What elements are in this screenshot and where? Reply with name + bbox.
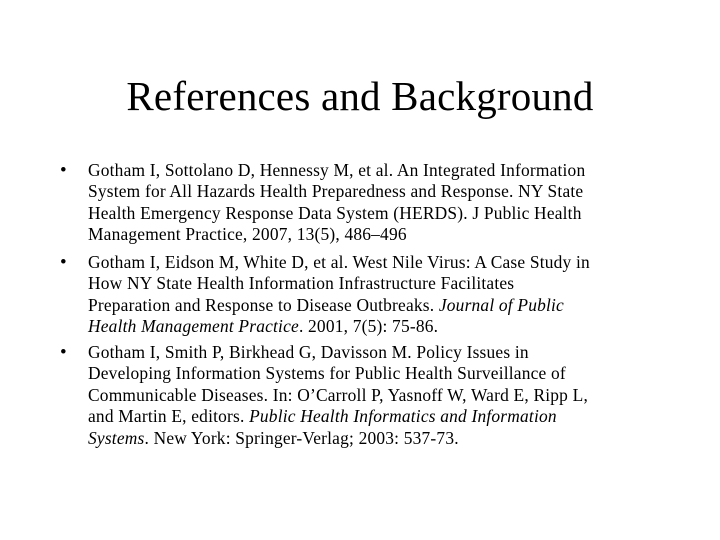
journal-title-italic: Health Management Practice bbox=[88, 316, 299, 337]
reference-text: Communicable Diseases. In: O’Carroll P, Yasnoff W, Ward E, Ripp L, bbox=[88, 384, 588, 405]
reference-line bbox=[88, 203, 668, 224]
reference-item bbox=[60, 342, 668, 449]
reference-line bbox=[88, 385, 668, 406]
book-title-italic: Systems bbox=[88, 427, 145, 448]
reference-line bbox=[88, 224, 668, 245]
reference-text: Gotham I, Sottolano D, Hennessy M, et al. An Integrated Information bbox=[88, 160, 586, 180]
reference-text: Preparation and Response to Disease Outbreaks. bbox=[88, 294, 439, 315]
reference-line bbox=[88, 363, 668, 384]
bullet-icon: • bbox=[60, 342, 67, 363]
reference-text: Management Practice, 2007, 13(5), 486–496 bbox=[88, 224, 407, 245]
reference-line bbox=[88, 160, 668, 181]
reference-line bbox=[88, 428, 668, 449]
reference-line bbox=[88, 342, 668, 363]
bullet-icon: • bbox=[60, 252, 67, 273]
journal-title-italic: Journal of Public bbox=[438, 294, 564, 315]
reference-text: Developing Information Systems for Public Health Surveillance of bbox=[88, 363, 566, 384]
reference-item bbox=[60, 160, 668, 246]
reference-line bbox=[88, 295, 668, 316]
reference-line bbox=[88, 406, 668, 427]
reference-text: . New York: Springer-Verlag; 2003: 537-73. bbox=[144, 427, 459, 448]
reference-line bbox=[88, 316, 668, 337]
reference-line bbox=[88, 273, 668, 294]
reference-text: System for All Hazards Health Preparedness and Response. NY State bbox=[88, 181, 584, 202]
reference-text: How NY State Health Information Infrastructure Facilitates bbox=[88, 273, 515, 294]
reference-line bbox=[88, 252, 668, 273]
reference-text: . 2001, 7(5): 75-86. bbox=[298, 316, 439, 337]
book-title-italic: Public Health Informatics and Information bbox=[249, 406, 557, 427]
reference-text: Gotham I, Eidson M, White D, et al. West Nile Virus: A Case Study in bbox=[88, 252, 590, 272]
reference-text: Health Emergency Response Data System (HERDS). J Public Health bbox=[88, 202, 582, 223]
slide-title: References and Background bbox=[126, 73, 594, 119]
reference-text: and Martin E, editors. bbox=[88, 406, 250, 427]
bullet-icon: • bbox=[60, 160, 67, 181]
reference-item bbox=[60, 252, 668, 338]
reference-line bbox=[88, 181, 668, 202]
reference-text: Gotham I, Smith P, Birkhead G, Davisson M. Policy Issues in bbox=[88, 342, 529, 362]
